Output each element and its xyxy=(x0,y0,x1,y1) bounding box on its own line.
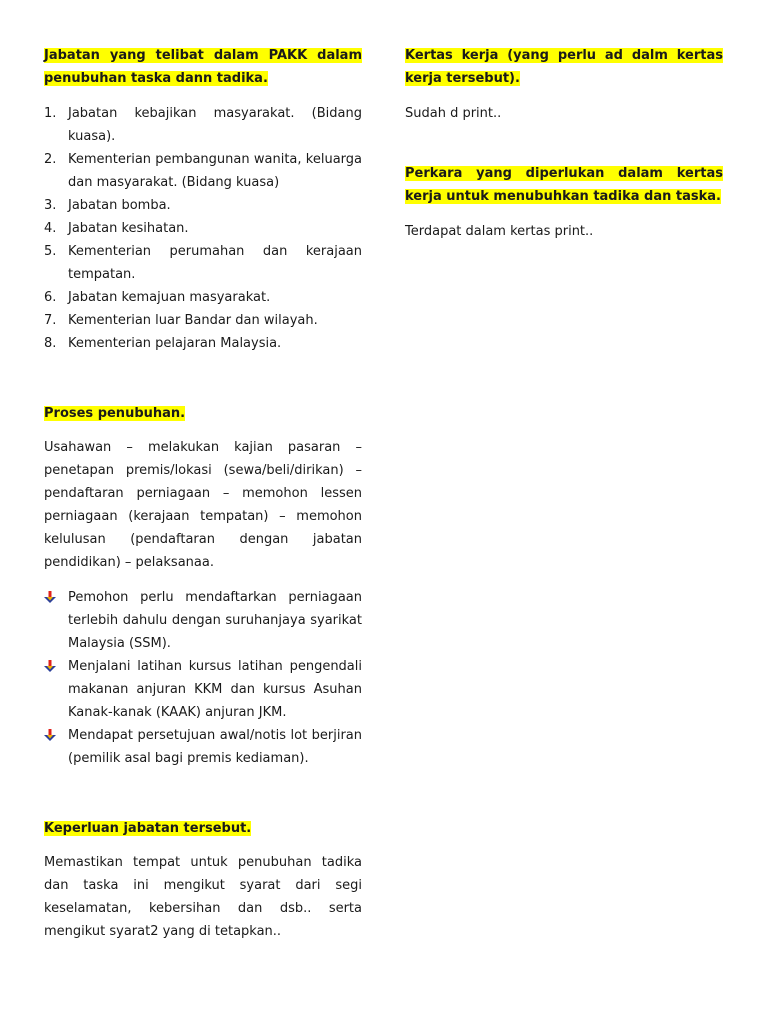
list-item: Menjalani latihan kursus latihan pengendali makanan anjuran KKM dan kursus Asuhan Kanak-kanak (KAAK) anjuran JKM. xyxy=(44,655,362,724)
highlighted-heading-text: Jabatan yang telibat dalam PAKK dalam penubuhan taska dann tadika. xyxy=(44,48,362,86)
list-item: 5. Kementerian perumahan dan kerajaan tempatan. xyxy=(44,244,362,282)
list-item: 8. Kementerian pelajaran Malaysia. xyxy=(44,336,282,351)
list-item: 3. Jabatan bomba. xyxy=(44,198,171,213)
list-item: 6. Jabatan kemajuan masyarakat. xyxy=(44,290,271,305)
list-item: 2. Kementerian pembangunan wanita, keluarga dan masyarakat. (Bidang kuasa) xyxy=(44,152,362,190)
process-paragraph: Usahawan – melakukan kajian pasaran – penetapan premis/lokasi (sewa/beli/dirikan) – pendaftaran perniagaan – memohon lessen perniagaan (kerajaan tempatan) – memohon kelulusan (pendaftaran dengan jabatan pendidikan) – pelaksanaa. xyxy=(44,440,362,570)
highlighted-heading-text: Keperluan jabatan tersebut. xyxy=(44,821,252,836)
section-heading-pakk xyxy=(44,44,362,90)
department-list xyxy=(44,102,362,355)
arrow-bullet-icon xyxy=(44,729,56,741)
perkara-note: Terdapat dalam kertas print.. xyxy=(405,224,594,239)
section-heading-keperluan xyxy=(44,817,362,840)
section-heading-perkara xyxy=(405,162,723,208)
list-item: 4. Jabatan kesihatan. xyxy=(44,221,189,236)
requirement-bullet-list xyxy=(44,586,362,770)
arrow-bullet-icon xyxy=(44,591,56,603)
highlighted-heading-text: Perkara yang diperlukan dalam kertas kerja untuk menubuhkan tadika dan taska. xyxy=(405,166,723,204)
highlighted-heading-text: Kertas kerja (yang perlu ad dalm kertas kerja tersebut). xyxy=(405,48,723,86)
arrow-bullet-icon xyxy=(44,660,56,672)
highlighted-heading-text: Proses penubuhan. xyxy=(44,406,186,421)
list-item: Mendapat persetujuan awal/notis lot berjiran (pemilik asal bagi premis kediaman). xyxy=(44,724,362,770)
section-heading-proses xyxy=(44,402,362,425)
section-heading-kertas-kerja xyxy=(405,44,723,90)
list-item: Pemohon perlu mendaftarkan perniagaan terlebih dahulu dengan suruhanjaya syarikat Malaysia (SSM). xyxy=(44,586,362,655)
kertas-kerja-note: Sudah d print.. xyxy=(405,106,502,121)
right-column xyxy=(405,44,723,243)
list-item: 7. Kementerian luar Bandar dan wilayah. xyxy=(44,313,318,328)
list-item: 1. Jabatan kebajikan masyarakat. (Bidang kuasa). xyxy=(44,106,362,144)
requirement-paragraph: Memastikan tempat untuk penubuhan tadika dan taska ini mengikut syarat dari segi keselamatan, kebersihan dan dsb.. serta mengikut syarat2 yang di tetapkan.. xyxy=(44,855,362,939)
left-column xyxy=(44,44,362,943)
